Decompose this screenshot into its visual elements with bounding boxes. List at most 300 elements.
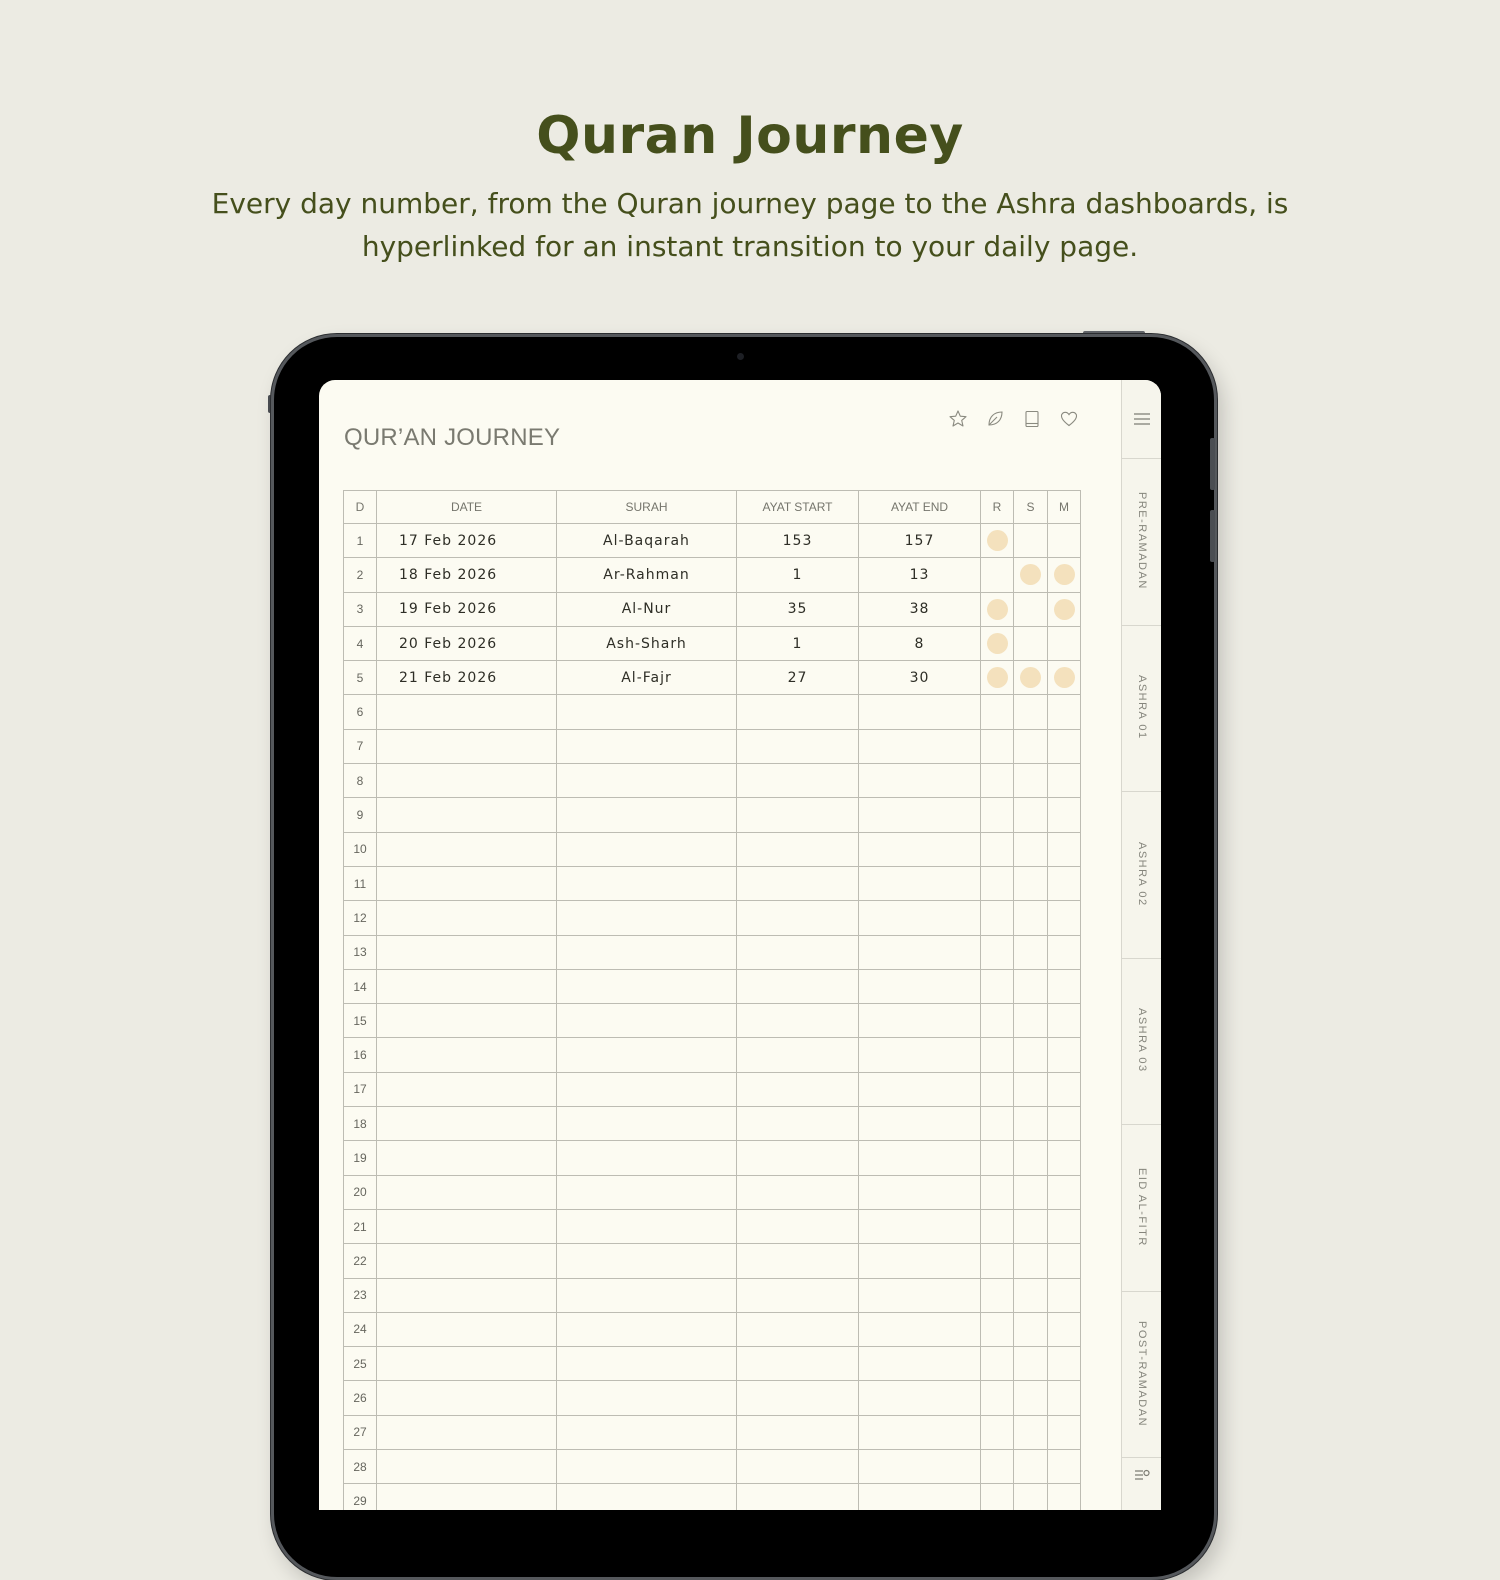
ayat-start-cell[interactable] — [737, 1244, 859, 1278]
surah-cell[interactable]: Al-Baqarah — [557, 524, 737, 558]
date-cell[interactable] — [377, 1278, 557, 1312]
surah-cell[interactable] — [557, 901, 737, 935]
surah-cell[interactable] — [557, 1415, 737, 1449]
table-row — [344, 969, 1081, 1003]
camera — [737, 353, 744, 360]
surah-cell[interactable]: Al-Fajr — [557, 661, 737, 695]
checkbox-r[interactable] — [981, 969, 1014, 1003]
ayat-end-cell[interactable] — [859, 798, 981, 832]
date-cell[interactable] — [377, 866, 557, 900]
side-tab-ashra-01[interactable] — [1122, 625, 1161, 793]
table-row — [344, 1107, 1081, 1141]
checkbox-s[interactable] — [1014, 1141, 1048, 1175]
ayat-end-cell[interactable]: 13 — [859, 558, 981, 592]
ayat-start-cell[interactable] — [737, 832, 859, 866]
ayat-end-cell[interactable] — [859, 832, 981, 866]
hero-subtitle — [180, 182, 1320, 268]
ayat-start-cell[interactable] — [737, 935, 859, 969]
ayat-end-cell[interactable] — [859, 1450, 981, 1484]
checkbox-r[interactable] — [981, 798, 1014, 832]
day-number-link[interactable]: 10 — [344, 832, 377, 866]
side-tab-label: ASHRA 02 — [1136, 841, 1148, 907]
ayat-end-cell[interactable]: 8 — [859, 626, 981, 660]
checkbox-m[interactable] — [1048, 1107, 1081, 1141]
ayat-end-cell[interactable] — [859, 1209, 981, 1243]
checkbox-s[interactable] — [1014, 1038, 1048, 1072]
day-number-link[interactable]: 28 — [344, 1450, 377, 1484]
ayat-start-cell[interactable]: 1 — [737, 626, 859, 660]
table-row — [344, 1209, 1081, 1243]
checkbox-s[interactable] — [1014, 764, 1048, 798]
day-number-link[interactable]: 11 — [344, 866, 377, 900]
checkbox-r[interactable] — [981, 1415, 1014, 1449]
ayat-end-cell[interactable] — [859, 1141, 981, 1175]
checkbox-m[interactable] — [1048, 1484, 1081, 1510]
ayat-start-cell[interactable] — [737, 901, 859, 935]
ayat-start-cell[interactable] — [737, 1072, 859, 1106]
date-cell[interactable] — [377, 1175, 557, 1209]
checkbox-m[interactable] — [1048, 1038, 1081, 1072]
surah-cell[interactable] — [557, 729, 737, 763]
side-tab-label: ASHRA 03 — [1136, 1008, 1148, 1074]
day-number-link[interactable]: 15 — [344, 1004, 377, 1038]
column-header-m: M — [1048, 491, 1081, 524]
side-navigation-rail — [1121, 380, 1161, 1510]
ayat-end-cell[interactable] — [859, 1244, 981, 1278]
ayat-start-cell[interactable] — [737, 1141, 859, 1175]
checkbox-r[interactable] — [981, 1209, 1014, 1243]
ayat-start-cell[interactable] — [737, 764, 859, 798]
heart-icon[interactable] — [1058, 408, 1080, 430]
surah-cell[interactable] — [557, 1141, 737, 1175]
top-icon-bar — [947, 408, 1080, 430]
date-cell[interactable] — [377, 1004, 557, 1038]
side-tab-ashra-02[interactable] — [1122, 791, 1161, 959]
ayat-end-cell[interactable] — [859, 1038, 981, 1072]
checked-dot-r — [987, 530, 1008, 551]
checkbox-r[interactable] — [981, 1450, 1014, 1484]
surah-cell[interactable]: Ash-Sharh — [557, 626, 737, 660]
checkbox-s[interactable] — [1014, 1072, 1048, 1106]
checkbox-r[interactable] — [981, 1278, 1014, 1312]
surah-cell[interactable] — [557, 969, 737, 1003]
surah-cell[interactable] — [557, 1450, 737, 1484]
ayat-end-cell[interactable] — [859, 764, 981, 798]
checkbox-s[interactable] — [1014, 866, 1048, 900]
checkbox-m[interactable] — [1048, 1072, 1081, 1106]
checkbox-m[interactable] — [1048, 866, 1081, 900]
ayat-start-cell[interactable] — [737, 866, 859, 900]
day-number-link[interactable]: 29 — [344, 1484, 377, 1510]
checkbox-r[interactable] — [981, 626, 1014, 660]
ayat-start-cell[interactable] — [737, 1381, 859, 1415]
checkbox-r[interactable] — [981, 558, 1014, 592]
table-row — [344, 695, 1081, 729]
side-tab-post-ramadan[interactable] — [1122, 1291, 1161, 1459]
star-icon[interactable] — [947, 408, 969, 430]
checkbox-m[interactable] — [1048, 1450, 1081, 1484]
tablet-screen — [319, 380, 1161, 1510]
date-cell[interactable] — [377, 764, 557, 798]
surah-cell[interactable] — [557, 832, 737, 866]
side-tab-eid-al-fitr[interactable] — [1122, 1124, 1161, 1292]
checkbox-s[interactable] — [1014, 524, 1048, 558]
checked-dot-s — [1020, 667, 1041, 688]
day-number-link[interactable]: 6 — [344, 695, 377, 729]
date-cell[interactable] — [377, 1415, 557, 1449]
checkbox-s[interactable] — [1014, 729, 1048, 763]
checkbox-r[interactable] — [981, 695, 1014, 729]
checkbox-s[interactable] — [1014, 1450, 1048, 1484]
checkbox-r[interactable] — [981, 1141, 1014, 1175]
checkbox-m[interactable] — [1048, 661, 1081, 695]
surah-cell[interactable] — [557, 764, 737, 798]
day-number-link[interactable]: 7 — [344, 729, 377, 763]
table-row — [344, 901, 1081, 935]
surah-cell[interactable] — [557, 935, 737, 969]
surah-cell[interactable] — [557, 1038, 737, 1072]
day-number-link[interactable]: 9 — [344, 798, 377, 832]
ayat-end-cell[interactable] — [859, 1484, 981, 1510]
ayat-start-cell[interactable] — [737, 1107, 859, 1141]
day-number-link[interactable]: 26 — [344, 1381, 377, 1415]
surah-cell[interactable] — [557, 1175, 737, 1209]
checkbox-m[interactable] — [1048, 695, 1081, 729]
table-row — [344, 935, 1081, 969]
checkbox-r[interactable] — [981, 1347, 1014, 1381]
surah-cell[interactable] — [557, 1278, 737, 1312]
table-row — [344, 1072, 1081, 1106]
checkbox-m[interactable] — [1048, 764, 1081, 798]
day-number-link[interactable]: 24 — [344, 1312, 377, 1346]
ayat-start-cell[interactable] — [737, 1175, 859, 1209]
page-title: QUR’AN JOURNEY — [344, 424, 561, 451]
checkbox-s[interactable] — [1014, 1107, 1048, 1141]
ayat-end-cell[interactable] — [859, 901, 981, 935]
ayat-end-cell[interactable] — [859, 1347, 981, 1381]
ayat-start-cell[interactable]: 35 — [737, 592, 859, 626]
date-cell[interactable] — [377, 729, 557, 763]
table-row — [344, 1484, 1081, 1510]
checked-dot-m — [1054, 564, 1075, 585]
hero-title: Quran Journey — [536, 106, 964, 166]
volume-up-button — [1210, 438, 1215, 490]
date-cell[interactable]: 18 Feb 2026 — [377, 558, 557, 592]
table-row — [344, 1312, 1081, 1346]
table-row — [344, 1038, 1081, 1072]
ayat-end-cell[interactable] — [859, 1278, 981, 1312]
date-cell[interactable] — [377, 1141, 557, 1175]
checkbox-m[interactable] — [1048, 901, 1081, 935]
day-number-link[interactable]: 1 — [344, 524, 377, 558]
ayat-start-cell[interactable] — [737, 1278, 859, 1312]
rail-bottom-button[interactable] — [1122, 1438, 1161, 1498]
date-cell[interactable] — [377, 1381, 557, 1415]
menu-button[interactable] — [1122, 380, 1161, 459]
ayat-start-cell[interactable] — [737, 729, 859, 763]
day-number-link[interactable]: 23 — [344, 1278, 377, 1312]
side-tab-pre-ramadan[interactable] — [1122, 458, 1161, 626]
surah-cell[interactable] — [557, 1244, 737, 1278]
checkbox-s[interactable] — [1014, 661, 1048, 695]
hero-subtitle-line-1: Every day number, from the Quran journey page to the Ashra dashboards, is — [211, 187, 1289, 220]
surah-cell[interactable] — [557, 1312, 737, 1346]
date-cell[interactable] — [377, 935, 557, 969]
table-row — [344, 1141, 1081, 1175]
leaf-icon[interactable] — [984, 408, 1006, 430]
table-row — [344, 798, 1081, 832]
ayat-end-cell[interactable] — [859, 935, 981, 969]
checkbox-s[interactable] — [1014, 969, 1048, 1003]
column-header-ayat-end: AYAT END — [859, 491, 981, 524]
date-cell[interactable] — [377, 1038, 557, 1072]
ayat-end-cell[interactable] — [859, 1004, 981, 1038]
day-number-link[interactable]: 19 — [344, 1141, 377, 1175]
ayat-start-cell[interactable] — [737, 1038, 859, 1072]
checkbox-s[interactable] — [1014, 1484, 1048, 1510]
surah-cell[interactable] — [557, 1484, 737, 1510]
date-cell[interactable] — [377, 695, 557, 729]
checkbox-r[interactable] — [981, 832, 1014, 866]
ayat-end-cell[interactable] — [859, 1175, 981, 1209]
table-row — [344, 1347, 1081, 1381]
side-tab-label: POST-RAMADAN — [1136, 1320, 1148, 1427]
checkbox-r[interactable] — [981, 1381, 1014, 1415]
day-number-link[interactable]: 14 — [344, 969, 377, 1003]
hamburger-menu-icon — [1133, 412, 1151, 426]
table-row — [344, 1450, 1081, 1484]
table-row — [344, 866, 1081, 900]
checkbox-s[interactable] — [1014, 592, 1048, 626]
ayat-end-cell[interactable] — [859, 1072, 981, 1106]
surah-cell[interactable]: Al-Nur — [557, 592, 737, 626]
checkbox-m[interactable] — [1048, 524, 1081, 558]
checkbox-m[interactable] — [1048, 1004, 1081, 1038]
ayat-end-cell[interactable]: 30 — [859, 661, 981, 695]
checkbox-r[interactable] — [981, 764, 1014, 798]
date-cell[interactable] — [377, 1484, 557, 1510]
table-row — [344, 661, 1081, 695]
day-number-link[interactable]: 25 — [344, 1347, 377, 1381]
ayat-end-cell[interactable] — [859, 1312, 981, 1346]
checkbox-r[interactable] — [981, 1072, 1014, 1106]
day-number-link[interactable]: 18 — [344, 1107, 377, 1141]
checkbox-m[interactable] — [1048, 935, 1081, 969]
table-row — [344, 1175, 1081, 1209]
surah-cell[interactable] — [557, 1209, 737, 1243]
date-cell[interactable] — [377, 1244, 557, 1278]
date-cell[interactable] — [377, 1450, 557, 1484]
day-number-link[interactable]: 20 — [344, 1175, 377, 1209]
date-cell[interactable] — [377, 901, 557, 935]
day-number-link[interactable]: 16 — [344, 1038, 377, 1072]
checkbox-s[interactable] — [1014, 695, 1048, 729]
day-number-link[interactable]: 13 — [344, 935, 377, 969]
ayat-start-cell[interactable] — [737, 798, 859, 832]
checkbox-m[interactable] — [1048, 1312, 1081, 1346]
checkbox-m[interactable] — [1048, 1141, 1081, 1175]
surah-cell[interactable] — [557, 866, 737, 900]
checkbox-m[interactable] — [1048, 832, 1081, 866]
checkbox-s[interactable] — [1014, 1415, 1048, 1449]
table-row — [344, 1415, 1081, 1449]
ayat-start-cell[interactable] — [737, 1484, 859, 1510]
checkbox-m[interactable] — [1048, 1347, 1081, 1381]
day-number-link[interactable]: 12 — [344, 901, 377, 935]
surah-cell[interactable] — [557, 695, 737, 729]
date-cell[interactable] — [377, 1312, 557, 1346]
checkbox-r[interactable] — [981, 729, 1014, 763]
checked-dot-r — [987, 667, 1008, 688]
day-number-link[interactable]: 8 — [344, 764, 377, 798]
table-row — [344, 1244, 1081, 1278]
checkbox-s[interactable] — [1014, 1278, 1048, 1312]
day-number-link[interactable]: 22 — [344, 1244, 377, 1278]
checkbox-s[interactable] — [1014, 1244, 1048, 1278]
checkbox-r[interactable] — [981, 1107, 1014, 1141]
ayat-start-cell[interactable] — [737, 1450, 859, 1484]
checkbox-r[interactable] — [981, 1312, 1014, 1346]
book-icon[interactable] — [1021, 408, 1043, 430]
checkbox-s[interactable] — [1014, 798, 1048, 832]
checkbox-r[interactable] — [981, 1175, 1014, 1209]
checkbox-m[interactable] — [1048, 1278, 1081, 1312]
checkbox-m[interactable] — [1048, 1209, 1081, 1243]
checkbox-r[interactable] — [981, 1484, 1014, 1510]
side-tab-label: EID AL-FITR — [1136, 1167, 1148, 1247]
checkbox-r[interactable] — [981, 1244, 1014, 1278]
checkbox-m[interactable] — [1048, 1415, 1081, 1449]
table-row — [344, 1278, 1081, 1312]
surah-cell[interactable] — [557, 1347, 737, 1381]
date-cell[interactable] — [377, 1107, 557, 1141]
column-header-day: D — [344, 491, 377, 524]
checkbox-m[interactable] — [1048, 626, 1081, 660]
ayat-end-cell[interactable] — [859, 695, 981, 729]
checkbox-s[interactable] — [1014, 832, 1048, 866]
date-cell[interactable] — [377, 1209, 557, 1243]
day-number-link[interactable]: 27 — [344, 1415, 377, 1449]
checkbox-s[interactable] — [1014, 558, 1048, 592]
checkbox-m[interactable] — [1048, 969, 1081, 1003]
table-body — [344, 524, 1081, 1511]
table-row — [344, 764, 1081, 798]
table-row — [344, 1004, 1081, 1038]
checkbox-r[interactable] — [981, 592, 1014, 626]
checkbox-r[interactable] — [981, 935, 1014, 969]
ayat-start-cell[interactable] — [737, 1004, 859, 1038]
surah-cell[interactable]: Ar-Rahman — [557, 558, 737, 592]
checked-dot-m — [1054, 599, 1075, 620]
checkbox-s[interactable] — [1014, 1209, 1048, 1243]
surah-cell[interactable] — [557, 1004, 737, 1038]
ayat-start-cell[interactable] — [737, 1312, 859, 1346]
checkbox-s[interactable] — [1014, 1381, 1048, 1415]
ayat-start-cell[interactable]: 27 — [737, 661, 859, 695]
checkbox-m[interactable] — [1048, 1244, 1081, 1278]
column-header-s: S — [1014, 491, 1048, 524]
quran-journey-table — [343, 490, 1081, 1510]
surah-cell[interactable] — [557, 798, 737, 832]
checkbox-r[interactable] — [981, 661, 1014, 695]
ayat-end-cell[interactable] — [859, 1381, 981, 1415]
day-number-link[interactable]: 17 — [344, 1072, 377, 1106]
checkbox-s[interactable] — [1014, 1004, 1048, 1038]
ayat-start-cell[interactable] — [737, 969, 859, 1003]
checked-dot-r — [987, 599, 1008, 620]
ayat-end-cell[interactable]: 38 — [859, 592, 981, 626]
checkbox-s[interactable] — [1014, 1347, 1048, 1381]
checked-dot-r — [987, 633, 1008, 654]
checkbox-r[interactable] — [981, 524, 1014, 558]
checkbox-m[interactable] — [1048, 1381, 1081, 1415]
checkbox-m[interactable] — [1048, 729, 1081, 763]
checkbox-r[interactable] — [981, 1038, 1014, 1072]
surah-cell[interactable] — [557, 1107, 737, 1141]
checked-dot-m — [1054, 667, 1075, 688]
date-cell[interactable]: 21 Feb 2026 — [377, 661, 557, 695]
day-number-link[interactable]: 5 — [344, 661, 377, 695]
ayat-end-cell[interactable] — [859, 729, 981, 763]
side-tab-ashra-03[interactable] — [1122, 958, 1161, 1126]
checkbox-s[interactable] — [1014, 1175, 1048, 1209]
ayat-end-cell[interactable] — [859, 1415, 981, 1449]
checkbox-m[interactable] — [1048, 798, 1081, 832]
ayat-start-cell[interactable] — [737, 1415, 859, 1449]
hero-subtitle-line-2: hyperlinked for an instant transition to your daily page. — [361, 230, 1139, 263]
checkbox-m[interactable] — [1048, 592, 1081, 626]
ayat-start-cell[interactable] — [737, 695, 859, 729]
date-cell[interactable] — [377, 798, 557, 832]
date-cell[interactable] — [377, 1347, 557, 1381]
checkbox-s[interactable] — [1014, 935, 1048, 969]
date-cell[interactable]: 19 Feb 2026 — [377, 592, 557, 626]
checkbox-s[interactable] — [1014, 901, 1048, 935]
surah-cell[interactable] — [557, 1072, 737, 1106]
date-cell[interactable]: 20 Feb 2026 — [377, 626, 557, 660]
table-row — [344, 1381, 1081, 1415]
table-row — [344, 558, 1081, 592]
surah-cell[interactable] — [557, 1381, 737, 1415]
date-cell[interactable] — [377, 1072, 557, 1106]
ayat-start-cell[interactable]: 153 — [737, 524, 859, 558]
ayat-start-cell[interactable] — [737, 1209, 859, 1243]
date-cell[interactable] — [377, 969, 557, 1003]
checkbox-r[interactable] — [981, 866, 1014, 900]
checked-dot-s — [1020, 564, 1041, 585]
day-number-link[interactable]: 3 — [344, 592, 377, 626]
ayat-end-cell[interactable] — [859, 1107, 981, 1141]
ayat-end-cell[interactable] — [859, 969, 981, 1003]
day-number-link[interactable]: 4 — [344, 626, 377, 660]
checkbox-r[interactable] — [981, 901, 1014, 935]
ayat-end-cell[interactable] — [859, 866, 981, 900]
day-number-link[interactable]: 2 — [344, 558, 377, 592]
checkbox-r[interactable] — [981, 1004, 1014, 1038]
checkbox-s[interactable] — [1014, 1312, 1048, 1346]
ayat-start-cell[interactable] — [737, 1347, 859, 1381]
date-cell[interactable]: 17 Feb 2026 — [377, 524, 557, 558]
column-header-ayat-start: AYAT START — [737, 491, 859, 524]
checkbox-m[interactable] — [1048, 1175, 1081, 1209]
day-number-link[interactable]: 21 — [344, 1209, 377, 1243]
checkbox-s[interactable] — [1014, 626, 1048, 660]
table-row — [344, 592, 1081, 626]
ayat-end-cell[interactable]: 157 — [859, 524, 981, 558]
checkbox-m[interactable] — [1048, 558, 1081, 592]
date-cell[interactable] — [377, 832, 557, 866]
ayat-start-cell[interactable]: 1 — [737, 558, 859, 592]
